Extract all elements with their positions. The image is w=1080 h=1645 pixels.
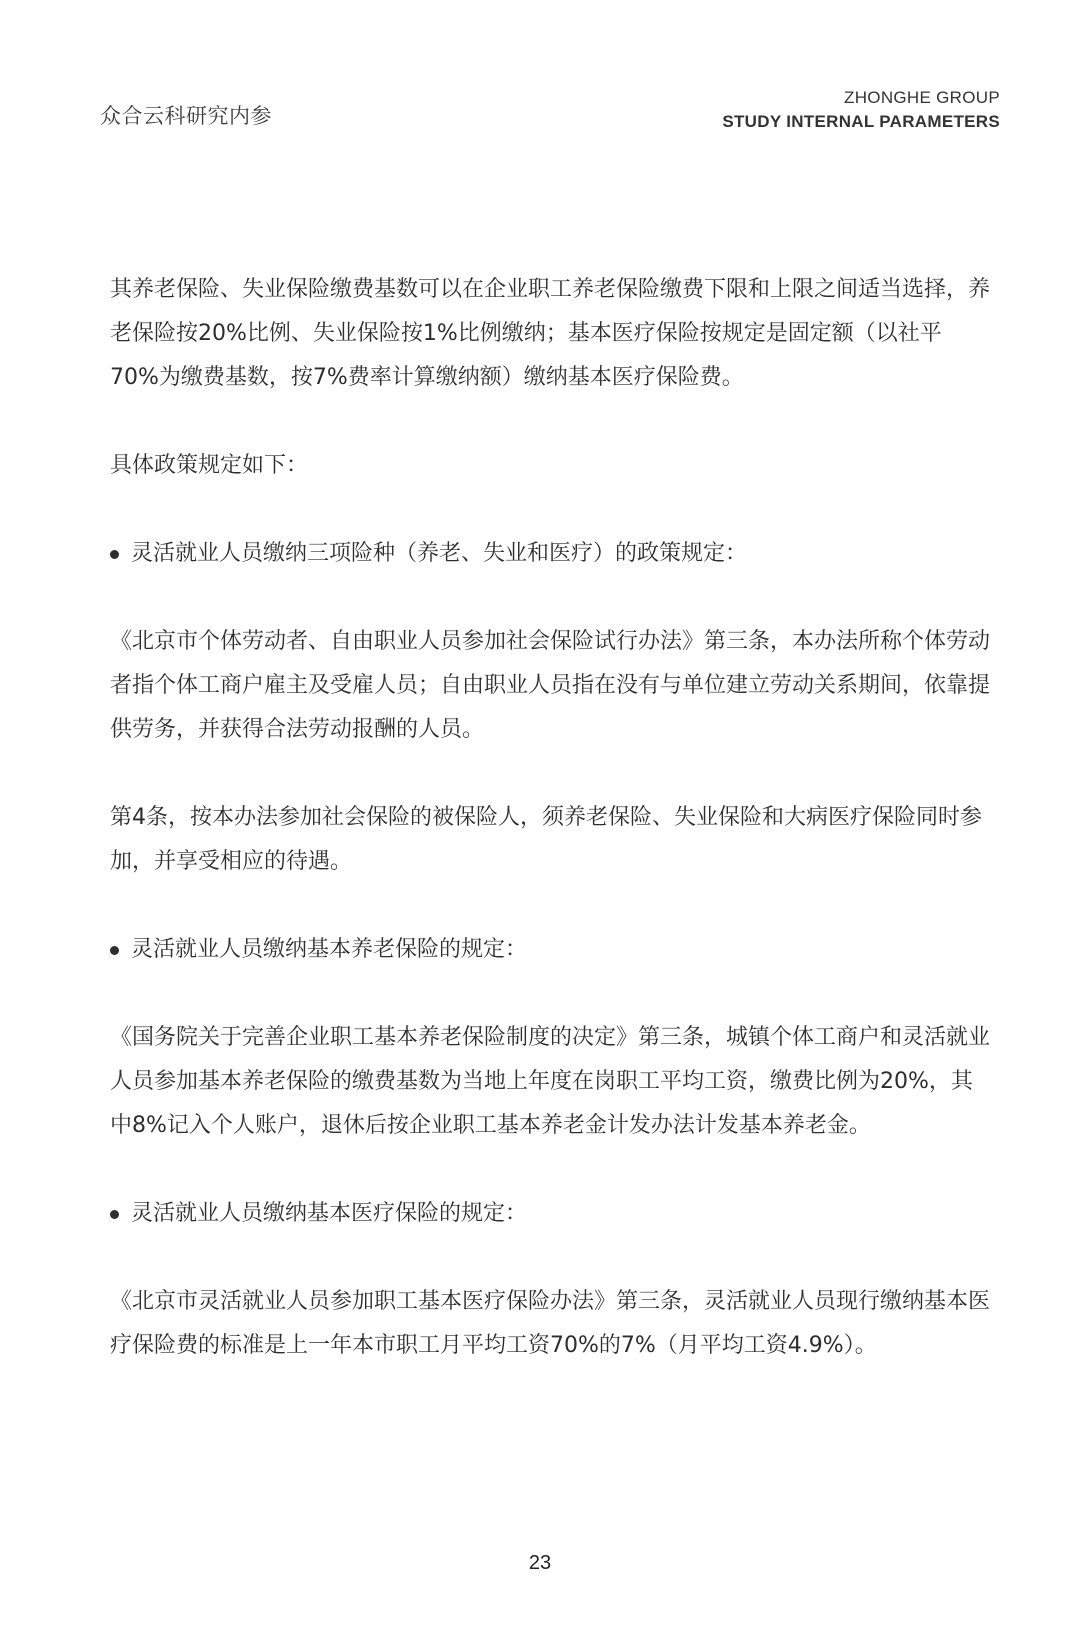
- bullet-three-insurances: [110, 532, 990, 576]
- paragraph-beijing-medical: 《北京市灵活就业人员参加职工基本医疗保险办法》第三条，灵活就业人员现行缴纳基本医疗保险费的标准是上一年本市职工月平均工资70%的7%（月平均工资4.9%）。: [110, 1289, 991, 1358]
- page-number: 23: [528, 1552, 552, 1574]
- brand-name: ZHONGHE GROUP: [844, 88, 1000, 107]
- bullet-dot-icon: [110, 946, 119, 955]
- paragraph-gap: [110, 1148, 990, 1192]
- paragraph-state-council: 《国务院关于完善企业职工基本养老保险制度的决定》第三条，城镇个体工商户和灵活就业人员参加基本养老保险的缴费基数为当地上年度在岗职工平均工资，缴费比例为20%，其中8%记入个人账户，退休后按企业职工基本养老金计发办法计发基本养老金。: [110, 1025, 991, 1138]
- bullet-pension: [110, 928, 990, 972]
- paragraph-gap: [110, 488, 990, 532]
- bullet-text: 灵活就业人员缴纳三项险种（养老、失业和医疗）的政策规定：: [131, 541, 748, 566]
- document-body: [110, 268, 990, 1368]
- paragraph-beijing-measures: 《北京市个体劳动者、自由职业人员参加社会保险试行办法》第三条，本办法所称个体劳动者指个体工商户雇主及受雇人员；自由职业人员指在没有与单位建立劳动关系期间，依靠提供劳务，并获得合法劳动报酬的人员。: [110, 629, 991, 742]
- bullet-text: 灵活就业人员缴纳基本医疗保险的规定：: [131, 1201, 528, 1226]
- paragraph-gap: [110, 1236, 990, 1280]
- paragraph-intro: 其养老保险、失业保险缴费基数可以在企业职工养老保险缴费下限和上限之间适当选择，养老保险按20%比例、失业保险按1%比例缴纳；基本医疗保险按规定是固定额（以社平70%为缴费基数，按7%费率计算缴纳额）缴纳基本医疗保险费。: [110, 277, 991, 390]
- brand-subtitle: STUDY INTERNAL PARAMETERS: [722, 112, 1000, 131]
- bullet-dot-icon: [110, 1210, 119, 1219]
- paragraph-gap: [110, 972, 990, 1016]
- paragraph-gap: [110, 752, 990, 796]
- paragraph-gap: [110, 400, 990, 444]
- bullet-medical: [110, 1192, 990, 1236]
- paragraph-policy-lead: 具体政策规定如下：: [110, 453, 309, 478]
- paragraph-article-4: 第4条，按本办法参加社会保险的被保险人，须养老保险、失业保险和大病医疗保险同时参加，并享受相应的待遇。: [110, 805, 983, 874]
- bullet-text: 灵活就业人员缴纳基本养老保险的规定：: [131, 937, 528, 962]
- header-brand: [722, 86, 1000, 134]
- bullet-dot-icon: [110, 550, 119, 559]
- paragraph-gap: [110, 884, 990, 928]
- paragraph-gap: [110, 576, 990, 620]
- publication-title: 众合云科研究内参: [100, 104, 272, 128]
